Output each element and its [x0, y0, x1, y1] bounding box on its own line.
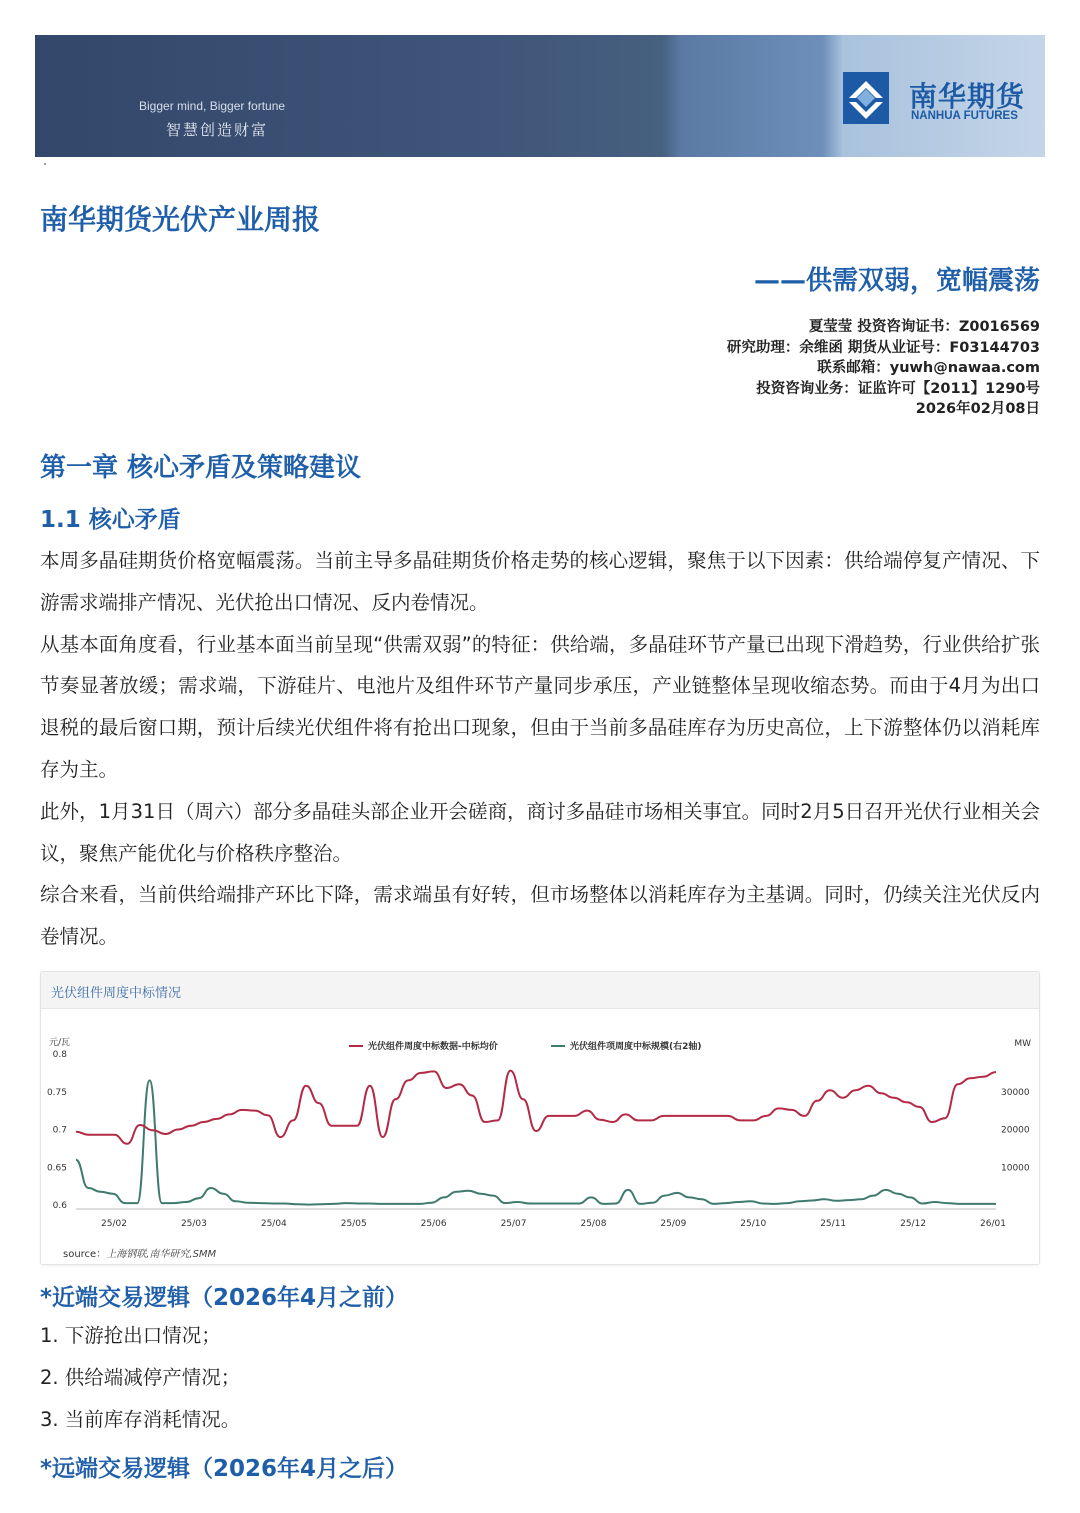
license-line: 投资咨询业务：证监许可【2011】1290号	[756, 380, 1040, 397]
x-tick-label: 25/08	[580, 1219, 607, 1229]
source-label: source：	[63, 1249, 107, 1260]
volume-series-line	[76, 1080, 996, 1204]
paragraph: 综合来看，当前供给端排产环比下降，需求端虽有好转，但市场整体以消耗库存为主基调。同时，仍续关注光伏反内卷情况。	[40, 883, 1040, 949]
brand-name-chinese: 南华期货	[909, 80, 1026, 113]
far-term-logic-title: *远端交易逻辑（2026年4月之后）	[40, 1456, 409, 1482]
y-tick-label: 0.6	[52, 1201, 67, 1211]
chart-source	[63, 1245, 216, 1260]
line-chart	[41, 1009, 1039, 1241]
nanhua-logo-icon	[843, 72, 889, 124]
x-tick-label: 25/11	[820, 1219, 847, 1229]
header-banner	[35, 35, 1045, 157]
body-text	[40, 540, 1040, 958]
email-line: 联系邮箱：yuwh@nawaa.com	[817, 360, 1040, 376]
source-text: 上海钢联,南华研究,SMM	[106, 1249, 217, 1260]
near-term-item: 2. 供给端减停产情况；	[40, 1366, 241, 1389]
y-tick-label: 0.7	[52, 1125, 67, 1136]
y-axis-label: 元/瓦	[49, 1038, 71, 1048]
chart-card-title: 光伏组件周度中标情况	[51, 986, 182, 1001]
brand-name-english: NANHUA FUTURES	[911, 110, 1018, 122]
slogan-english: Bigger mind, Bigger fortune	[139, 99, 286, 113]
report-date: 2026年02月08日	[915, 401, 1040, 417]
x-tick-label: 25/05	[340, 1219, 367, 1229]
legend-label-price: 光伏组件周度中标数据-中标均价	[368, 1042, 498, 1052]
section-heading: 1.1 核心矛盾	[40, 507, 181, 533]
x-tick-label: 26/01	[980, 1219, 1006, 1229]
price-series-line	[76, 1071, 996, 1144]
slogan-chinese: 智慧创造财富	[166, 121, 269, 139]
chart-header	[41, 972, 1039, 1009]
x-tick-label: 25/02	[101, 1219, 127, 1229]
author-info	[727, 317, 1040, 420]
near-term-item: 3. 当前库存消耗情况。	[40, 1408, 241, 1431]
near-term-logic-title: *近端交易逻辑（2026年4月之前）	[40, 1285, 409, 1311]
y2-tick-label: 20000	[1001, 1125, 1030, 1136]
y2-tick-label: 10000	[1001, 1163, 1030, 1174]
paragraph: 本周多晶硅期货价格宽幅震荡。当前主导多晶硅期货价格走势的核心逻辑，聚焦于以下因素：供给端停复产情况、下游需求端排产情况、光伏抢出口情况、反内卷情况。	[40, 549, 1040, 614]
chart-legend	[349, 1040, 702, 1052]
report-subtitle: ——供需双弱，宽幅震荡	[753, 266, 1040, 296]
near-term-item: 1. 下游抢出口情况；	[40, 1324, 221, 1347]
x-tick-label: 25/04	[260, 1219, 287, 1229]
y-tick-label: 0.75	[46, 1087, 67, 1098]
author-line: 夏莹莹 投资咨询证书：Z0016569	[808, 319, 1040, 335]
x-tick-label: 25/09	[660, 1219, 687, 1229]
chart-card	[40, 971, 1040, 1265]
x-tick-label: 25/06	[420, 1219, 447, 1229]
x-tick-label: 25/03	[180, 1219, 207, 1229]
divider-dot	[44, 163, 46, 165]
chapter-heading: 第一章 核心矛盾及策略建议	[40, 453, 362, 483]
y-tick-label: 0.8	[52, 1050, 67, 1060]
y2-axis-label: MW	[1014, 1039, 1031, 1049]
report-title: 南华期货光伏产业周报	[40, 203, 321, 236]
paragraph: 此外，1月31日（周六）部分多晶硅头部企业开会磋商，商讨多晶硅市场相关事宜。同时2月5日召开光伏行业相关会议，聚焦产能优化与价格秩序整治。	[40, 799, 1040, 865]
y2-tick-label: 30000	[1001, 1087, 1030, 1098]
legend-label-volume: 光伏组件项周度中标规模(右2轴)	[570, 1042, 702, 1052]
assistant-line: 研究助理：余维函 期货从业证号：F03144703	[726, 339, 1040, 356]
x-tick-label: 25/07	[500, 1219, 527, 1229]
paragraph: 从基本面角度看，行业基本面当前呈现“供需双弱”的特征：供给端，多晶硅环节产量已出现下滑趋势，行业供给扩张节奏显著放缓；需求端，下游硅片、电池片及组件环节产量同步承压，产业链整体呈现收缩态势。而由于4月为出口退税的最后窗口期，预计后续光伏组件将有抢出口现象，但由于当前多晶硅库存为历史高位，上下游整体仍以消耗库存为主。	[40, 632, 1040, 781]
x-tick-label: 25/10	[740, 1219, 767, 1229]
y-tick-label: 0.65	[46, 1163, 67, 1174]
x-tick-label: 25/12	[900, 1219, 927, 1229]
